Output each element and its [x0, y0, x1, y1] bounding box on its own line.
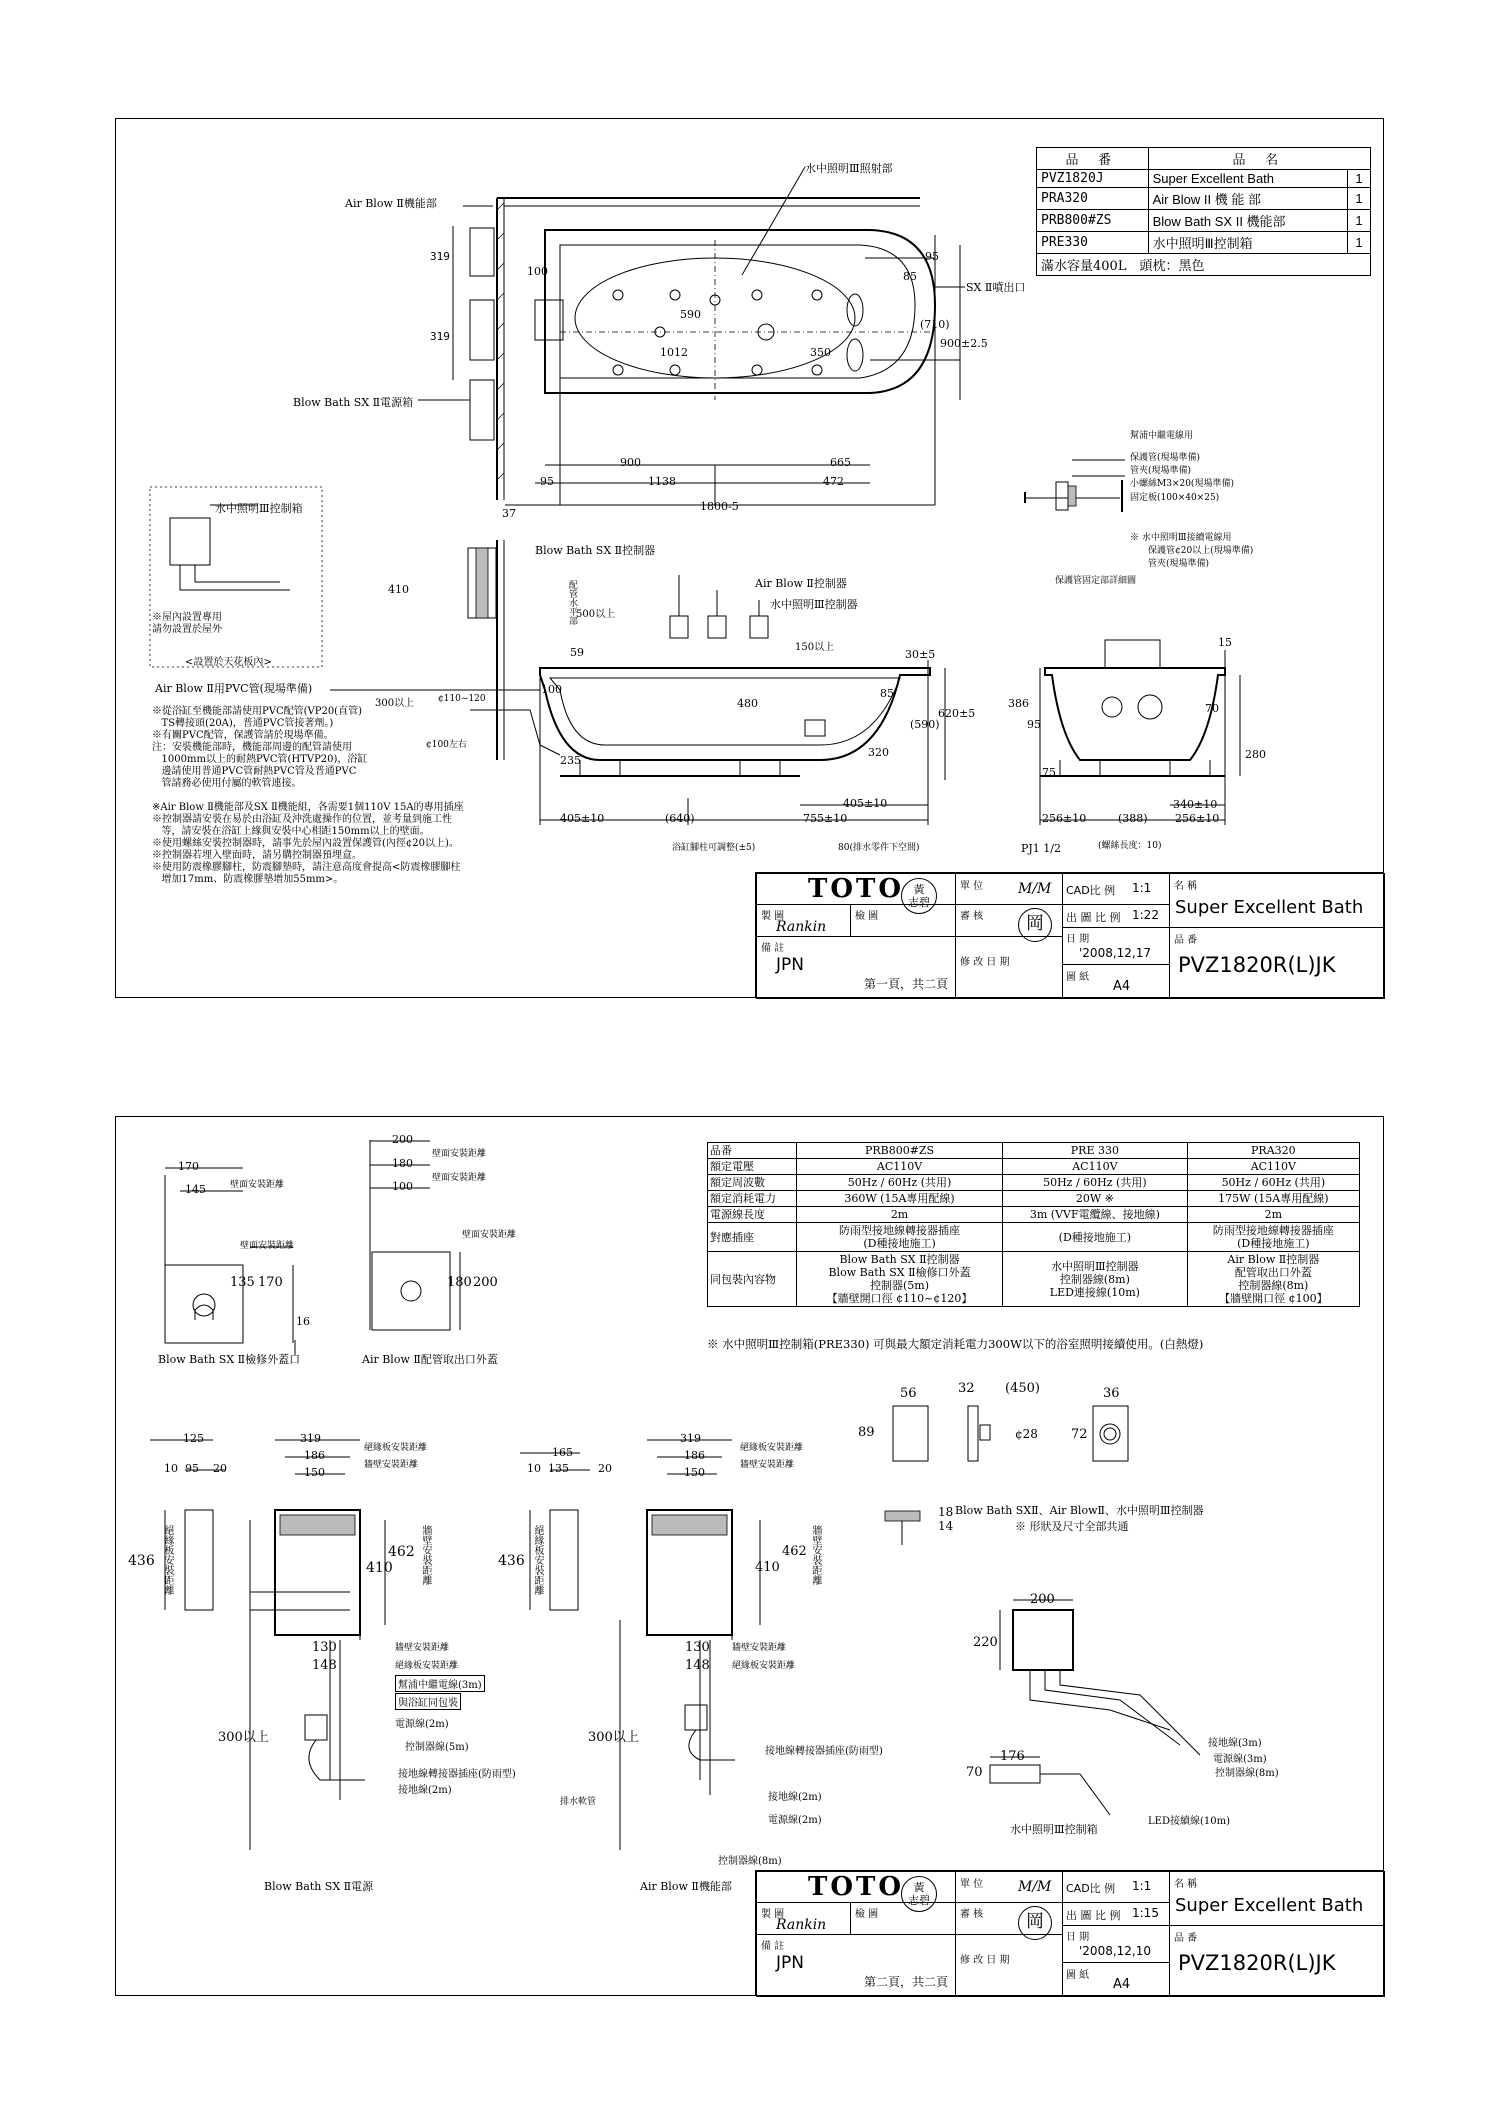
dim: 200 — [1030, 1592, 1055, 1607]
label-above-300-b: 300以上 — [588, 1730, 639, 1745]
dim: 472 — [823, 475, 844, 488]
maker-name: Rankin — [776, 1917, 827, 1933]
spec-cell: 額定電壓 — [708, 1159, 797, 1175]
spec-header-cell: PRB800#ZS — [797, 1143, 1003, 1159]
dim: 10 — [527, 1462, 541, 1475]
label-wall-dist: 壁面安裝距離 — [432, 1149, 487, 1159]
label-hole-110: ¢110~120 — [438, 694, 486, 704]
label-relay-cable: 幫浦中繼電線(3m) — [395, 1675, 485, 1692]
spec-cell: 2m — [1187, 1207, 1359, 1223]
paper-label: 圖 紙 — [1066, 1970, 1090, 1981]
label-wall-dist: 壁面安裝距離 — [230, 1180, 285, 1190]
label-wall-dist: 壁面安裝距離 — [462, 1230, 517, 1240]
part-code: PVZ1820J — [1037, 170, 1149, 188]
dim: 56 — [900, 1386, 917, 1401]
part-qty: 1 — [1348, 210, 1371, 232]
brand-logo: TOTO — [808, 1872, 904, 1902]
label-pvc-pipe: Air Blow Ⅱ用PVC管(現場準備) — [155, 682, 313, 695]
spec-cell: 同包裝內容物 — [708, 1252, 797, 1307]
spec-cell: 50Hz / 60Hz (共用) — [1187, 1175, 1359, 1191]
date-label: 日 期 — [1066, 934, 1090, 945]
dim: 70 — [966, 1765, 983, 1780]
label-blow-bath-power-box: Blow Bath SX Ⅱ電源箱 — [293, 396, 414, 409]
dim: 150 — [684, 1466, 705, 1479]
approve-stamp: 岡 — [1018, 1906, 1052, 1940]
unit: M/M — [1018, 1879, 1052, 1895]
label-above-500: 500以上 — [576, 609, 616, 620]
dim: 36 — [1103, 1386, 1120, 1401]
label-protect-detail: 保護管固定部詳細圖 — [1055, 576, 1137, 586]
dim: 148 — [685, 1658, 710, 1673]
capacity-note: 滿水容量400L 頭枕：黑色 — [1037, 254, 1371, 276]
code-label: 品 番 — [1174, 935, 1198, 946]
maker-name: Rankin — [776, 919, 827, 935]
label-ab-unit: Air Blow Ⅱ機能部 — [640, 1880, 732, 1893]
spec-cell: Blow Bath SX Ⅱ控制器 Blow Bath SX Ⅱ檢修口外蓋 控制器(5m) 【牆壁開口徑 ¢110~¢120】 — [797, 1252, 1003, 1307]
dim: 256±10 — [1042, 812, 1087, 825]
label-ctrl-common: Blow Bath SXⅡ、Air BlowⅡ、水中照明Ⅲ控制器 — [955, 1504, 1204, 1517]
label-uw-controller: 水中照明Ⅲ控制器 — [770, 598, 858, 611]
label-ground-socket-2: 接地線轉接器插座(防雨型) — [765, 1746, 883, 1757]
label-wall-mount: 牆壁安裝距離 — [364, 1460, 419, 1470]
label-indoor-only: ※屋內設置專用 請勿設置於屋外 — [152, 612, 222, 635]
label-bb-cover: Blow Bath SX Ⅱ檢修外蓋口 — [158, 1353, 301, 1366]
spec-cell: 20W ※ — [1003, 1191, 1188, 1207]
dim: 85 — [903, 270, 917, 283]
label-above-300-a: 300以上 — [218, 1730, 269, 1745]
spec-header-cell: PRE 330 — [1003, 1143, 1188, 1159]
label-drain-space: 80(排水零件下空間) — [838, 843, 920, 853]
label-power-cord: 電源線(2m) — [395, 1719, 449, 1730]
spec-cell: 50Hz / 60Hz (共用) — [797, 1175, 1003, 1191]
print-scale: 1:22 — [1132, 908, 1159, 922]
part-code: PRE330 — [1037, 232, 1149, 254]
parts-header-name: 品 名 — [1148, 148, 1370, 170]
part-name: 水中照明Ⅲ控制箱 — [1148, 232, 1347, 254]
dim: 148 — [312, 1658, 337, 1673]
dim: 235 — [560, 754, 581, 767]
dim: 319 — [430, 330, 450, 343]
label-ground-socket: 接地線轉接器插座(防雨型) — [398, 1769, 516, 1780]
parts-header-code: 品 番 — [1037, 148, 1149, 170]
dim: 16 — [296, 1315, 310, 1328]
label-hose: 排水軟管 — [560, 1797, 597, 1807]
label-protect-pipe: 保護管(現場準備) — [1130, 453, 1201, 463]
dim: 72 — [1071, 1427, 1088, 1442]
scale-label: 出 圖 比 例 — [1066, 1909, 1121, 1922]
label-uw-protect: 保護管¢20以上(現場準備) — [1148, 546, 1254, 556]
product-code: PVZ1820R(L)JK — [1178, 1951, 1336, 1975]
label-leg-adjust: 浴缸腳柱可調整(±5) — [672, 843, 756, 853]
dim: 200 — [392, 1133, 413, 1146]
part-qty: 1 — [1348, 188, 1371, 210]
installation-notes: ※從浴缸至機能部請使用PVC配管(VP20(直管) TS轉接頭(20A)，普通PVC管接著劑。) ※有關PVC配管，保護管請於現場準備。 注：安裝機能部時，機能部周邊的配管請使用 1000mm以上的耐熱PVC管(HTVP20)，浴缸 邊請使用普通PVC管耐熱PVC管及普通PVC 管請務必使用付屬的軟管連接。 ※Air Blow Ⅱ機能部及SX Ⅱ機能組，各需要1個110V 15A的專用插座 ※控制器請安裝在易於由浴缸及沖洗處操作的位置，並考量到施工性 等，請安裝在浴缸上緣與安裝中心相距150mm以上的壁面。 ※使用螺絲安裝控制器時，請事先於屋內設置保護管(內徑¢20以上)。 ※控制器若埋入壁面時，請另購控制器預埋盒。 ※使用防震橡膠腳柱，防震腳墊時，請注意高度會提高<防震橡膠腳柱 增加17mm、防震橡膠墊增加55mm>。 — [152, 706, 464, 885]
spec-cell: AC110V — [1187, 1159, 1359, 1175]
label-vertical-wall: 牆壁安裝距離 — [810, 1525, 821, 1585]
dim: 170 — [258, 1275, 283, 1290]
dim: 755±10 — [803, 812, 848, 825]
remark: JPN — [776, 1953, 804, 1973]
label-small-screw: 小螺絲M3×20(現場準備) — [1130, 479, 1234, 489]
page-number: 第二頁，共二頁 — [864, 1975, 949, 1989]
label-sx-outlet: SX Ⅱ噴出口 — [966, 281, 1026, 294]
date: '2008,12,10 — [1079, 1944, 1152, 1958]
paper-size: A4 — [1113, 1977, 1131, 1992]
dim: 130 — [685, 1640, 710, 1655]
check-stamp: 黃 志碧 — [901, 878, 937, 914]
product-code: PVZ1820R(L)JK — [1178, 953, 1336, 977]
spec-header-cell: PRA320 — [1187, 1143, 1359, 1159]
date: '2008,12,17 — [1079, 946, 1152, 960]
dim: 125 — [183, 1432, 204, 1445]
label-ab-cover: Air Blow Ⅱ配管取出口外蓋 — [362, 1353, 498, 1366]
label-screw-length: (螺絲長度：10) — [1098, 841, 1162, 851]
dim: 320 — [868, 746, 889, 759]
label-ctrl-common-note: ※ 形狀及尺寸全部共通 — [1015, 1520, 1129, 1533]
dim: 200 — [473, 1275, 498, 1290]
check-label: 檢 圖 — [855, 1909, 879, 1920]
dim: 100 — [392, 1180, 413, 1193]
dim: (590) — [910, 718, 940, 731]
dim: 340±10 — [1173, 798, 1218, 811]
label-above-300: 300以上 — [375, 698, 415, 709]
label-relay-cable: 幫浦中繼電線用 — [1130, 431, 1194, 441]
part-code: PRA320 — [1037, 188, 1149, 210]
label-insulation-dist: 絕緣板安裝距離 — [364, 1443, 428, 1453]
dim: 145 — [185, 1183, 206, 1196]
label-ground-2m: 接地線(2m) — [398, 1785, 452, 1796]
maker-label: 製 圖 — [761, 911, 785, 922]
dim: 170 — [178, 1160, 199, 1173]
spec-cell: 防雨型接地線轉接器插座 (D種接地施工) — [797, 1223, 1003, 1252]
dim: 386 — [1008, 697, 1029, 710]
dim: 37 — [502, 507, 516, 520]
spec-cell: 防雨型接地線轉接器插座 (D種接地施工) — [1187, 1223, 1359, 1252]
spec-cell: 3m (VVF電纜線、接地線) — [1003, 1207, 1188, 1223]
dim: 89 — [858, 1425, 875, 1440]
label-ground-2m-b: 接地線(2m) — [768, 1792, 822, 1803]
label-uw-box: 水中照明Ⅲ控制箱 — [1010, 1823, 1098, 1836]
paper-label: 圖 紙 — [1066, 972, 1090, 983]
part-name: Super Excellent Bath — [1148, 170, 1347, 188]
dim: 186 — [684, 1449, 705, 1462]
dim: 135 — [548, 1462, 569, 1475]
spec-cell: AC110V — [797, 1159, 1003, 1175]
label-vertical-insulation: 絕緣板安裝距離 — [532, 1525, 543, 1595]
check-label: 檢 圖 — [855, 911, 879, 922]
spec-cell: 175W (15A專用配線) — [1187, 1191, 1359, 1207]
label-hole-100: ¢100左右 — [426, 740, 467, 750]
dim: 405±10 — [843, 797, 888, 810]
spec-cell: 50Hz / 60Hz (共用) — [1003, 1175, 1188, 1191]
dim: (388) — [1118, 812, 1148, 825]
unit-label: 單 位 — [960, 1879, 984, 1890]
maker-label: 製 圖 — [761, 1909, 785, 1920]
dim: 100 — [541, 683, 562, 696]
remark-label: 備 註 — [761, 943, 785, 954]
dim: 319 — [430, 250, 450, 263]
spec-cell: 360W (15A專用配線) — [797, 1191, 1003, 1207]
dim: 180 — [392, 1157, 413, 1170]
remark: JPN — [776, 955, 804, 975]
brand-logo: TOTO — [808, 874, 904, 904]
part-qty: 1 — [1348, 170, 1371, 188]
spec-cell: 水中照明Ⅲ控制器 控制器線(8m) LED連接線(10m) — [1003, 1252, 1188, 1307]
dim: 280 — [1245, 748, 1266, 761]
label-wall-mount: 牆壁安裝距離 — [395, 1643, 450, 1653]
label-power-3m: 電源線(3m) — [1213, 1754, 1267, 1765]
approve-label: 審 核 — [960, 1909, 984, 1920]
label-wall-mount: 牆壁安裝距離 — [732, 1643, 787, 1653]
spec-header-cell: 品番 — [708, 1143, 797, 1159]
title-block-2 — [755, 1870, 1384, 1996]
label-ground-3m: 接地線(3m) — [1208, 1738, 1262, 1749]
product-name: Super Excellent Bath — [1175, 1895, 1364, 1916]
bb-power-unit — [150, 1440, 385, 1850]
label-led-10m: LED接續線(10m) — [1148, 1816, 1230, 1827]
label-power-2m-b: 電源線(2m) — [768, 1815, 822, 1826]
dim: 70 — [1205, 702, 1219, 715]
code-label: 品 番 — [1174, 1933, 1198, 1944]
cad-label: CAD比 例 — [1066, 884, 1116, 897]
page-number: 第一頁，共二頁 — [864, 977, 949, 991]
dim: 1138 — [648, 475, 676, 488]
dim: (710) — [920, 318, 950, 331]
dim: 1012 — [660, 346, 688, 359]
spec-cell: AC110V — [1003, 1159, 1188, 1175]
dim: (640) — [665, 812, 695, 825]
label-vertical-insulation: 絕緣板安裝距離 — [162, 1525, 173, 1595]
spec-cell: 2m — [797, 1207, 1003, 1223]
dim: 130 — [312, 1640, 337, 1655]
dim: 30±5 — [905, 648, 936, 661]
unit: M/M — [1018, 881, 1052, 897]
label-air-blow-unit: Air Blow Ⅱ機能部 — [345, 197, 437, 210]
dim: 436 — [128, 1553, 155, 1569]
cad-scale: 1:1 — [1132, 1879, 1152, 1893]
dim: 95 — [540, 475, 554, 488]
print-scale: 1:15 — [1132, 1906, 1159, 1920]
dim: 165 — [552, 1446, 573, 1459]
dim: 150 — [304, 1466, 325, 1479]
cad-label: CAD比 例 — [1066, 1882, 1116, 1895]
label-fix-plate: 固定板(100×40×25) — [1130, 493, 1220, 503]
dim: 14 — [938, 1519, 954, 1533]
dim: 350 — [810, 346, 831, 359]
dim: 20 — [213, 1462, 227, 1475]
part-qty: 1 — [1348, 232, 1371, 254]
spec-cell: (D種接地施工) — [1003, 1223, 1188, 1252]
remark-label: 備 註 — [761, 1941, 785, 1952]
dim: 620±5 — [938, 707, 976, 720]
part-name: Blow Bath SX II 機能部 — [1148, 210, 1347, 232]
dim: 319 — [300, 1432, 321, 1445]
dim: 32 — [958, 1381, 975, 1396]
label-insulation-dist: 絕緣板安裝距離 — [395, 1661, 459, 1671]
unit-label: 單 位 — [960, 881, 984, 892]
dim: 95 — [925, 250, 939, 263]
dim: 256±10 — [1175, 812, 1220, 825]
approve-label: 審 核 — [960, 911, 984, 922]
label-pipe-clamp: 管夾(現場準備) — [1130, 466, 1192, 476]
dim: 405±10 — [560, 812, 605, 825]
label-ctrl-8m-b: 控制器線(8m) — [1215, 1768, 1279, 1779]
dim: 665 — [830, 456, 851, 469]
dim: 900 — [620, 456, 641, 469]
label-insulation-dist: 絕緣板安裝距離 — [740, 1443, 804, 1453]
label-bb-power: Blow Bath SX Ⅱ電源 — [264, 1880, 374, 1893]
label-wall-mount: 牆壁安裝距離 — [740, 1460, 795, 1470]
label-underwater-light-emitter: 水中照明Ⅲ照射部 — [805, 162, 893, 175]
label-wall-dist: 壁面安裝距離 — [240, 1241, 295, 1251]
dim: 95 — [1027, 718, 1041, 731]
cad-scale: 1:1 — [1132, 881, 1152, 895]
check-stamp: 黃 志碧 — [901, 1876, 937, 1912]
part-name: Air Blow II 機 能 部 — [1148, 188, 1347, 210]
part-code: PRB800#ZS — [1037, 210, 1149, 232]
uw-control-box — [990, 1600, 1200, 1815]
dim: 20 — [598, 1462, 612, 1475]
label-insulation-dist: 絕緣板安裝距離 — [732, 1661, 796, 1671]
ab-cover-drawing — [370, 1140, 460, 1330]
dim: 410 — [388, 583, 409, 596]
label-above-150: 150以上 — [795, 642, 835, 653]
dim: 176 — [1000, 1749, 1025, 1764]
name-label: 名 稱 — [1174, 1879, 1198, 1890]
dim: 220 — [973, 1635, 998, 1650]
dim: 135 — [230, 1275, 255, 1290]
dim: 18 — [938, 1505, 954, 1519]
dim: ¢28 — [1015, 1427, 1038, 1441]
dim: 410 — [755, 1560, 780, 1575]
spec-cell: 額定周波數 — [708, 1175, 797, 1191]
scale-label: 出 圖 比 例 — [1066, 911, 1121, 924]
dim: 180 — [447, 1275, 472, 1290]
dim: 319 — [680, 1432, 701, 1445]
date-label: 日 期 — [1066, 1932, 1090, 1943]
bb-cover-drawing — [165, 1168, 295, 1355]
dim: 15 — [1218, 636, 1232, 649]
label-uw-clamp: 管夾(現場準備) — [1148, 559, 1210, 569]
label-vertical-wall: 牆壁安裝距離 — [420, 1525, 431, 1585]
spec-cell: 額定消耗電力 — [708, 1191, 797, 1207]
dim: 186 — [304, 1449, 325, 1462]
revise-label: 修 改 日 期 — [960, 1955, 1010, 1966]
dim: 75 — [1042, 766, 1056, 779]
dim: 436 — [498, 1553, 525, 1569]
paper-size: A4 — [1113, 979, 1131, 994]
approve-stamp: 岡 — [1018, 908, 1052, 942]
dim: 85 — [880, 687, 894, 700]
dim: 1800-5 — [700, 500, 739, 513]
spec-cell: Air Blow Ⅱ控制器 配管取出口外蓋 控制器線(8m) 【牆壁開口徑 ¢100】 — [1187, 1252, 1359, 1307]
dim: 100 — [527, 265, 548, 278]
label-underwater-control-box: 水中照明Ⅲ控制箱 — [215, 502, 303, 515]
dim: 480 — [737, 697, 758, 710]
dim: 10 — [164, 1462, 178, 1475]
label-wall-dist: 壁面安裝距離 — [432, 1173, 487, 1183]
label-ceiling: <設置於天花板內> — [185, 657, 272, 668]
dim: 900±2.5 — [940, 337, 988, 350]
dim: 590 — [680, 308, 701, 321]
revise-label: 修 改 日 期 — [960, 957, 1010, 968]
label-pipe-horizontal: 配管水平部 — [567, 580, 577, 625]
ab-unit — [520, 1440, 760, 1850]
dim: 95 — [185, 1462, 199, 1475]
label-ctrl-8m: 控制器線(8m) — [718, 1856, 782, 1867]
label-pj: PJ1 1/2 — [1021, 842, 1062, 855]
dim: 410 — [366, 1560, 393, 1576]
label-uw-cable-note: ※ 水中照明Ⅲ接續電線用 — [1130, 533, 1232, 543]
spec-cell: 電源線長度 — [708, 1207, 797, 1223]
spec-note: ※ 水中照明Ⅲ控制箱(PRE330) 可與最大額定消耗電力300W以下的浴室照明接續使用。(白熱燈) — [707, 1337, 1204, 1351]
label-with-tub: 與浴缸同包裝 — [395, 1693, 461, 1710]
label-ctrl-cable-5m: 控制器線(5m) — [405, 1742, 469, 1753]
label-bb-controller: Blow Bath SX Ⅱ控制器 — [535, 544, 656, 557]
dim: 59 — [570, 646, 584, 659]
name-label: 名 稱 — [1174, 881, 1198, 892]
product-name: Super Excellent Bath — [1175, 897, 1364, 918]
dim: 462 — [782, 1544, 807, 1559]
dim: 462 — [388, 1544, 415, 1560]
spec-cell: 對應插座 — [708, 1223, 797, 1252]
label-ab-controller: Air Blow Ⅱ控制器 — [755, 577, 847, 590]
dim: (450) — [1005, 1381, 1040, 1396]
